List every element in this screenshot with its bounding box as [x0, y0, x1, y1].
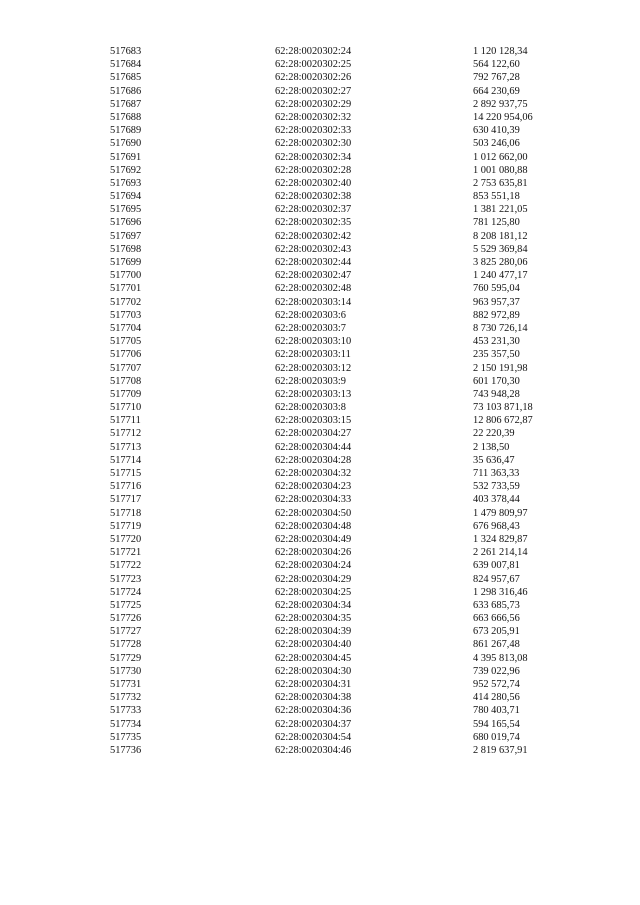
row-number: 517707	[110, 362, 142, 374]
row-number: 517694	[110, 191, 142, 203]
cadastral-number: 62:28:0020304:46	[275, 744, 352, 756]
cadastral-number: 62:28:0020304:30	[275, 665, 352, 677]
cadastral-value: 861 267,48	[473, 639, 520, 651]
cadastral-number: 62:28:0020304:23	[275, 481, 352, 493]
data-table	[108, 45, 578, 757]
row-number: 517703	[110, 309, 142, 321]
table-row	[108, 190, 578, 203]
table-row	[108, 335, 578, 348]
cadastral-value: 824 957,67	[473, 573, 520, 585]
row-number: 517696	[110, 217, 142, 229]
cadastral-value: 532 733,59	[473, 481, 520, 493]
cadastral-number: 62:28:0020303:8	[275, 402, 347, 414]
table-row	[108, 85, 578, 98]
table-row	[108, 243, 578, 256]
cadastral-value: 882 972,89	[473, 309, 520, 321]
row-number: 517719	[110, 520, 142, 532]
cadastral-value: 2 819 637,91	[473, 744, 528, 756]
cadastral-value: 3 825 280,06	[473, 257, 528, 268]
table-row	[108, 612, 578, 625]
cadastral-value: 1 298 316,46	[473, 586, 528, 598]
row-number: 517726	[110, 613, 142, 625]
cadastral-value: 663 666,56	[473, 613, 520, 625]
row-number: 517692	[110, 164, 142, 176]
cadastral-number: 62:28:0020304:28	[275, 454, 352, 466]
cadastral-number: 62:28:0020302:44	[275, 257, 352, 268]
cadastral-value: 2 138,50	[473, 441, 510, 453]
cadastral-number: 62:28:0020304:38	[275, 692, 352, 704]
table-row	[108, 58, 578, 71]
row-number: 517718	[110, 507, 142, 519]
cadastral-number: 62:28:0020304:31	[275, 679, 352, 690]
row-number: 517727	[110, 626, 142, 638]
table-row	[108, 401, 578, 414]
cadastral-number: 62:28:0020302:27	[275, 85, 352, 97]
cadastral-number: 62:28:0020304:40	[275, 639, 352, 651]
cadastral-value: 1 001 080,88	[473, 164, 528, 176]
cadastral-value: 8 730 726,14	[473, 322, 528, 334]
cadastral-value: 73 103 871,18	[473, 402, 533, 414]
table-row	[108, 375, 578, 388]
row-number: 517731	[110, 679, 142, 690]
cadastral-value: 1 381 221,05	[473, 204, 528, 216]
cadastral-number: 62:28:0020302:43	[275, 243, 352, 255]
cadastral-number: 62:28:0020302:26	[275, 72, 352, 84]
cadastral-value: 630 410,39	[473, 125, 520, 137]
row-number: 517729	[110, 652, 142, 664]
cadastral-value: 503 246,06	[473, 138, 520, 150]
cadastral-number: 62:28:0020304:26	[275, 547, 352, 559]
cadastral-value: 235 357,50	[473, 349, 520, 361]
table-row	[108, 427, 578, 440]
table-row	[108, 151, 578, 164]
row-number: 517688	[110, 111, 142, 123]
cadastral-value: 2 753 635,81	[473, 177, 528, 189]
cadastral-number: 62:28:0020303:12	[275, 362, 352, 374]
table-row	[108, 731, 578, 744]
table-row	[108, 309, 578, 322]
cadastral-value: 952 572,74	[473, 679, 520, 690]
row-number: 517711	[110, 415, 141, 427]
cadastral-value: 1 324 829,87	[473, 533, 528, 545]
row-number: 517699	[110, 257, 142, 268]
cadastral-number: 62:28:0020302:25	[275, 59, 352, 71]
table-row	[108, 678, 578, 691]
row-number: 517689	[110, 125, 142, 137]
table-row	[108, 71, 578, 84]
row-number: 517720	[110, 533, 142, 545]
table-row	[108, 533, 578, 546]
table-row	[108, 230, 578, 243]
table-row	[108, 704, 578, 717]
row-number: 517700	[110, 270, 142, 282]
cadastral-number: 62:28:0020304:35	[275, 613, 352, 625]
cadastral-value: 760 595,04	[473, 283, 520, 295]
row-number: 517728	[110, 639, 142, 651]
cadastral-number: 62:28:0020304:25	[275, 586, 352, 598]
cadastral-value: 1 120 128,34	[473, 46, 528, 57]
cadastral-number: 62:28:0020304:54	[275, 731, 352, 743]
row-number: 517705	[110, 336, 142, 348]
cadastral-value: 780 403,71	[473, 705, 520, 717]
cadastral-value: 564 122,60	[473, 59, 520, 71]
cadastral-value: 1 479 809,97	[473, 507, 528, 519]
table-row	[108, 507, 578, 520]
table-row	[108, 599, 578, 612]
cadastral-number: 62:28:0020302:32	[275, 111, 352, 123]
cadastral-value: 414 280,56	[473, 692, 520, 704]
table-row	[108, 573, 578, 586]
cadastral-number: 62:28:0020304:44	[275, 441, 352, 453]
table-row	[108, 177, 578, 190]
row-number: 517713	[110, 441, 142, 453]
table-row	[108, 665, 578, 678]
cadastral-value: 1 012 662,00	[473, 151, 528, 163]
table-row	[108, 296, 578, 309]
row-number: 517710	[110, 402, 142, 414]
cadastral-number: 62:28:0020302:38	[275, 191, 352, 203]
row-number: 517712	[110, 428, 142, 440]
row-number: 517725	[110, 599, 142, 611]
row-number: 517709	[110, 388, 142, 400]
cadastral-value: 403 378,44	[473, 494, 520, 506]
cadastral-value: 853 551,18	[473, 191, 520, 203]
cadastral-value: 633 685,73	[473, 599, 520, 611]
cadastral-value: 743 948,28	[473, 388, 520, 400]
table-row	[108, 520, 578, 533]
row-number: 517721	[110, 547, 142, 559]
cadastral-value: 2 892 937,75	[473, 98, 528, 110]
cadastral-number: 62:28:0020303:7	[275, 322, 347, 334]
row-number: 517715	[110, 468, 142, 479]
cadastral-number: 62:28:0020302:40	[275, 177, 352, 189]
table-row	[108, 454, 578, 467]
row-number: 517698	[110, 243, 142, 255]
table-row	[108, 282, 578, 295]
row-number: 517717	[110, 494, 142, 506]
row-number: 517695	[110, 204, 142, 216]
cadastral-value: 2 261 214,14	[473, 547, 528, 559]
cadastral-number: 62:28:0020304:45	[275, 652, 352, 664]
table-row	[108, 98, 578, 111]
cadastral-value: 2 150 191,98	[473, 362, 528, 374]
table-row	[108, 559, 578, 572]
cadastral-value: 711 363,33	[473, 468, 520, 479]
cadastral-number: 62:28:0020302:29	[275, 98, 352, 110]
table-row	[108, 652, 578, 665]
cadastral-number: 62:28:0020304:33	[275, 494, 352, 506]
table-row	[108, 45, 578, 58]
cadastral-number: 62:28:0020303:10	[275, 336, 352, 348]
cadastral-number: 62:28:0020302:35	[275, 217, 352, 229]
row-number: 517691	[110, 151, 142, 163]
cadastral-number: 62:28:0020304:29	[275, 573, 352, 585]
row-number: 517685	[110, 72, 142, 84]
cadastral-number: 62:28:0020304:32	[275, 468, 352, 479]
table-row	[108, 441, 578, 454]
cadastral-number: 62:28:0020304:49	[275, 533, 352, 545]
table-row	[108, 269, 578, 282]
cadastral-value: 4 395 813,08	[473, 652, 528, 664]
cadastral-number: 62:28:0020304:48	[275, 520, 352, 532]
row-number: 517732	[110, 692, 142, 704]
row-number: 517722	[110, 560, 142, 572]
row-number: 517706	[110, 349, 142, 361]
row-number: 517733	[110, 705, 142, 717]
cadastral-value: 1 240 477,17	[473, 270, 528, 282]
row-number: 517684	[110, 59, 142, 71]
cadastral-number: 62:28:0020304:36	[275, 705, 352, 717]
cadastral-value: 453 231,30	[473, 336, 520, 348]
cadastral-number: 62:28:0020304:24	[275, 560, 352, 572]
row-number: 517730	[110, 665, 142, 677]
table-row	[108, 256, 578, 269]
row-number: 517736	[110, 744, 142, 756]
row-number: 517734	[110, 718, 142, 730]
cadastral-number: 62:28:0020302:33	[275, 125, 352, 137]
table-row	[108, 124, 578, 137]
cadastral-number: 62:28:0020302:42	[275, 230, 352, 242]
cadastral-value: 12 806 672,87	[473, 415, 533, 427]
row-number: 517686	[110, 85, 142, 97]
cadastral-number: 62:28:0020302:34	[275, 151, 352, 163]
table-row	[108, 480, 578, 493]
cadastral-value: 739 022,96	[473, 665, 520, 677]
table-row	[108, 348, 578, 361]
cadastral-value: 639 007,81	[473, 560, 520, 572]
cadastral-number: 62:28:0020304:50	[275, 507, 352, 519]
cadastral-number: 62:28:0020302:37	[275, 204, 352, 216]
cadastral-value: 676 968,43	[473, 520, 520, 532]
table-row	[108, 164, 578, 177]
table-row	[108, 137, 578, 150]
cadastral-number: 62:28:0020303:15	[275, 415, 352, 427]
cadastral-number: 62:28:0020303:14	[275, 296, 352, 308]
row-number: 517708	[110, 375, 142, 387]
cadastral-number: 62:28:0020302:30	[275, 138, 352, 150]
table-row	[108, 467, 578, 480]
table-row	[108, 546, 578, 559]
cadastral-number: 62:28:0020304:34	[275, 599, 352, 611]
cadastral-number: 62:28:0020304:37	[275, 718, 352, 730]
table-row	[108, 493, 578, 506]
row-number: 517690	[110, 138, 142, 150]
cadastral-value: 22 220,39	[473, 428, 515, 440]
row-number: 517697	[110, 230, 142, 242]
cadastral-value: 35 636,47	[473, 454, 515, 466]
cadastral-number: 62:28:0020302:47	[275, 270, 352, 282]
cadastral-number: 62:28:0020302:48	[275, 283, 352, 295]
table-row	[108, 203, 578, 216]
cadastral-value: 781 125,80	[473, 217, 520, 229]
row-number: 517701	[110, 283, 142, 295]
row-number: 517683	[110, 46, 142, 57]
cadastral-number: 62:28:0020304:27	[275, 428, 352, 440]
cadastral-value: 594 165,54	[473, 718, 520, 730]
cadastral-number: 62:28:0020303:11	[275, 349, 351, 361]
row-number: 517714	[110, 454, 142, 466]
table-row	[108, 414, 578, 427]
row-number: 517735	[110, 731, 142, 743]
row-number: 517687	[110, 98, 142, 110]
cadastral-number: 62:28:0020302:24	[275, 46, 352, 57]
cadastral-number: 62:28:0020303:13	[275, 388, 352, 400]
row-number: 517723	[110, 573, 142, 585]
table-row	[108, 586, 578, 599]
table-row	[108, 322, 578, 335]
cadastral-value: 8 208 181,12	[473, 230, 528, 242]
table-row	[108, 216, 578, 229]
cadastral-number: 62:28:0020303:9	[275, 375, 347, 387]
row-number: 517693	[110, 177, 142, 189]
table-row	[108, 638, 578, 651]
cadastral-value: 601 170,30	[473, 375, 520, 387]
table-row	[108, 744, 578, 757]
table-row	[108, 388, 578, 401]
cadastral-number: 62:28:0020302:28	[275, 164, 352, 176]
cadastral-value: 963 957,37	[473, 296, 520, 308]
cadastral-value: 664 230,69	[473, 85, 520, 97]
table-row	[108, 362, 578, 375]
cadastral-number: 62:28:0020304:39	[275, 626, 352, 638]
cadastral-value: 5 529 369,84	[473, 243, 528, 255]
cadastral-value: 680 019,74	[473, 731, 520, 743]
table-row	[108, 111, 578, 124]
row-number: 517702	[110, 296, 142, 308]
cadastral-value: 792 767,28	[473, 72, 520, 84]
row-number: 517704	[110, 322, 142, 334]
table-row	[108, 625, 578, 638]
row-number: 517724	[110, 586, 142, 598]
cadastral-number: 62:28:0020303:6	[275, 309, 347, 321]
row-number: 517716	[110, 481, 142, 493]
cadastral-value: 14 220 954,06	[473, 111, 533, 123]
table-row	[108, 718, 578, 731]
cadastral-value: 673 205,91	[473, 626, 520, 638]
table-row	[108, 691, 578, 704]
